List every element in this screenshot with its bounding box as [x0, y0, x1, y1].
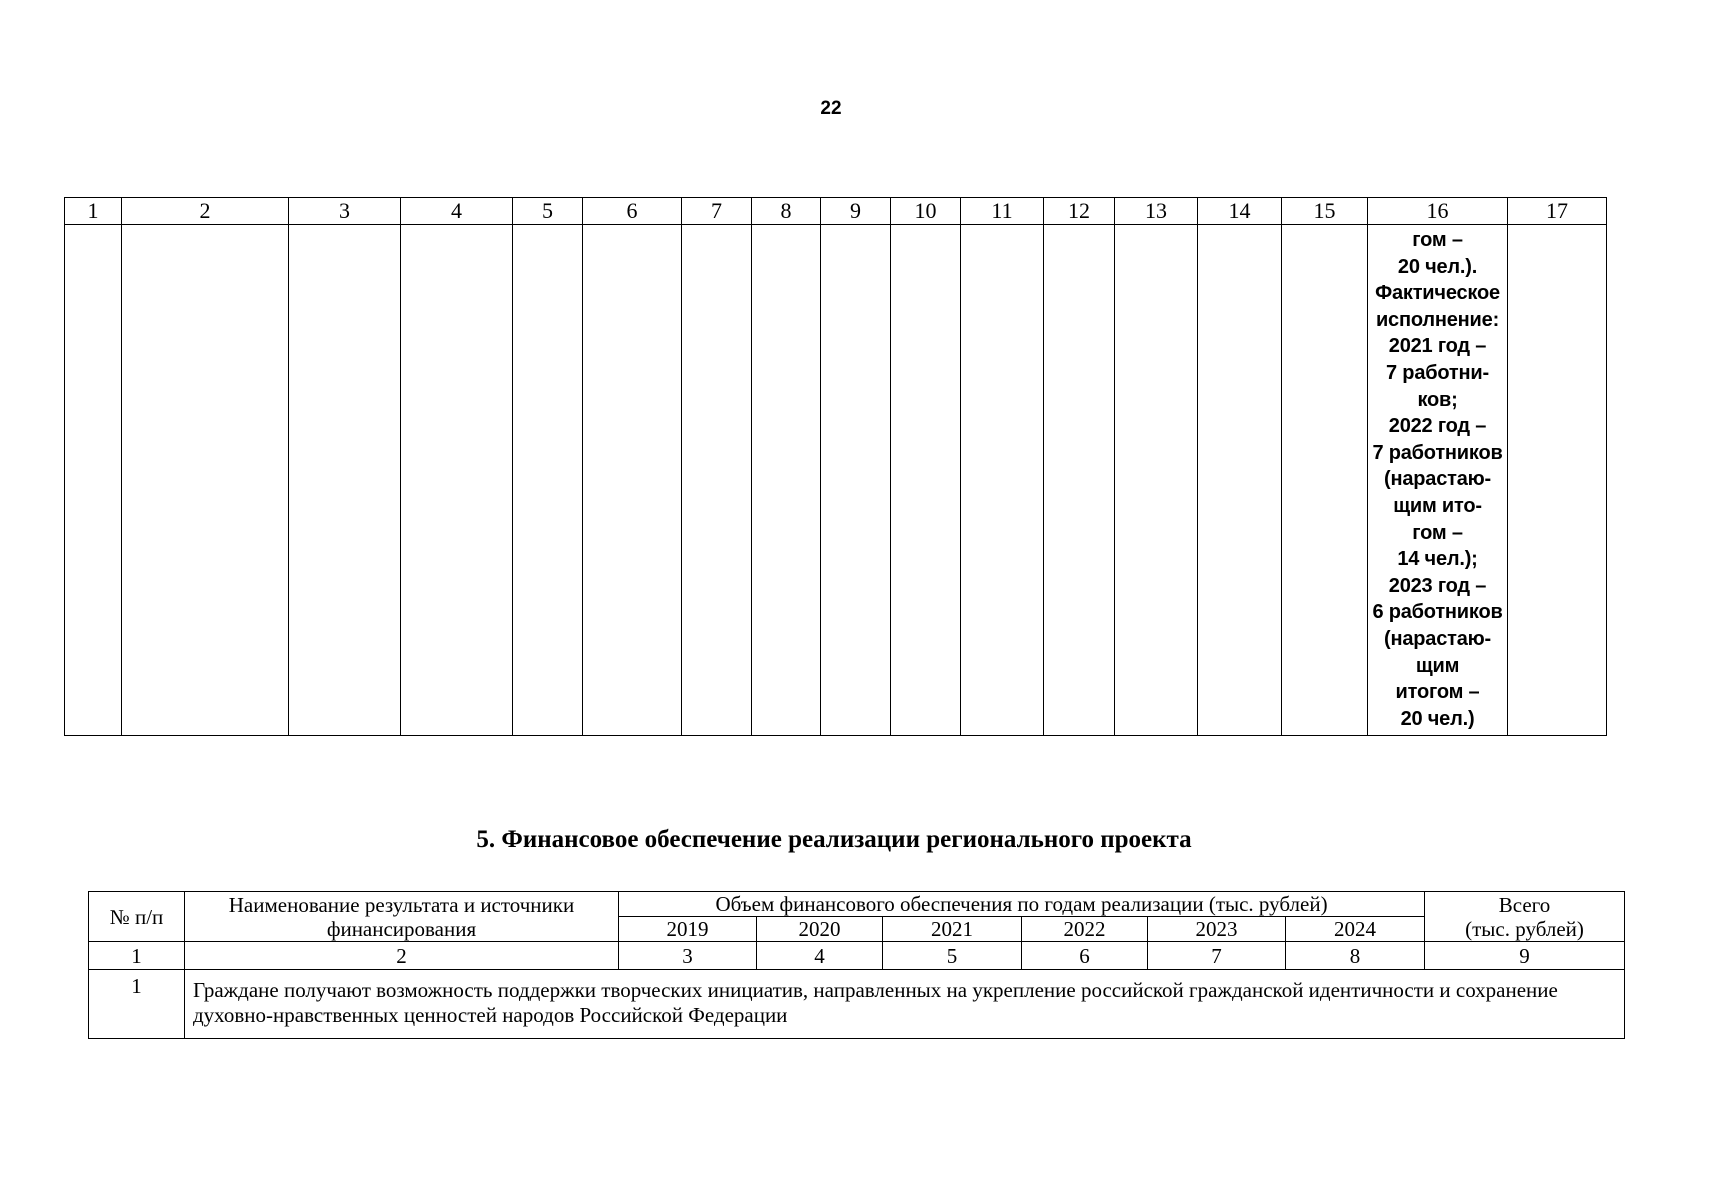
col-number-cell: 14	[1198, 198, 1282, 225]
note-line: исполнение:	[1375, 308, 1500, 331]
note-line: 2023 год –	[1388, 574, 1487, 597]
row-number-cell: 1	[89, 970, 185, 1039]
note-line: 6 работников	[1372, 601, 1503, 624]
table-row	[65, 225, 1607, 736]
col-number-cell: 4	[757, 942, 883, 970]
col-number-cell: 9	[821, 198, 891, 225]
col-number-cell: 6	[583, 198, 682, 225]
year-cell: 2020	[757, 917, 883, 942]
page-number: 22	[820, 98, 842, 119]
note-line: 7 работни-	[1386, 361, 1489, 384]
table-cell	[65, 225, 122, 736]
col-number-cell: 3	[619, 942, 757, 970]
table-row	[89, 970, 1625, 1039]
col-number-cell: 15	[1282, 198, 1368, 225]
header-number: № п/п	[89, 892, 185, 942]
section-title: 5. Финансовое обеспечение реализации регионального проекта	[476, 826, 1192, 853]
result-name-cell: Граждане получают возможность поддержки творческих инициатив, направленных на укрепление российской гражданской идентичности и сохранение духовно-нравственных ценностей народов Российской Федерации	[185, 970, 1625, 1039]
results-table-continuation	[64, 197, 1607, 736]
year-cell: 2019	[619, 917, 757, 942]
year-cell: 2022	[1022, 917, 1148, 942]
col-number-cell: 1	[65, 198, 122, 225]
col-number-cell: 10	[891, 198, 961, 225]
note-line: 14 чел.);	[1397, 548, 1478, 571]
col-number-cell: 9	[1425, 942, 1625, 970]
note-line: итогом –	[1395, 681, 1480, 704]
col-number-cell: 3	[289, 198, 401, 225]
year-cell: 2024	[1286, 917, 1425, 942]
note-line: 20 чел.).	[1397, 255, 1478, 278]
table-cell	[1508, 225, 1607, 736]
header-row	[89, 892, 1625, 917]
col-number-cell: 2	[122, 198, 289, 225]
note-line: 2021 год –	[1388, 335, 1487, 358]
col-number-cell: 5	[883, 942, 1022, 970]
col-number-cell: 6	[1022, 942, 1148, 970]
table-cell	[891, 225, 961, 736]
col-number-cell: 17	[1508, 198, 1607, 225]
note-line: 2022 год –	[1388, 415, 1487, 438]
col-number-cell: 2	[185, 942, 619, 970]
col-number-cell: 13	[1115, 198, 1198, 225]
table-cell	[752, 225, 821, 736]
year-cell: 2023	[1148, 917, 1286, 942]
table-cell	[401, 225, 513, 736]
header-name-line: Наименование результата и источники	[228, 892, 575, 917]
year-cell: 2021	[883, 917, 1022, 942]
table-cell	[821, 225, 891, 736]
header-volume: Объем финансового обеспечения по годам реализации (тыс. рублей)	[619, 892, 1425, 917]
column-numbers-row	[89, 942, 1625, 970]
table-cell	[122, 225, 289, 736]
table-cell	[1198, 225, 1282, 736]
col-number-cell: 4	[401, 198, 513, 225]
note-line: Фактическое	[1375, 282, 1500, 305]
note-line: гом –	[1412, 521, 1463, 544]
table-cell	[1115, 225, 1198, 736]
col-number-cell: 11	[961, 198, 1044, 225]
header-total	[1425, 892, 1625, 942]
header-name-line: финансирования	[326, 916, 477, 941]
header-name	[185, 892, 619, 942]
col-number-cell: 7	[1148, 942, 1286, 970]
note-line: (нарастаю-	[1384, 468, 1491, 491]
note-line: гом –	[1412, 229, 1463, 251]
col-number-cell: 8	[1286, 942, 1425, 970]
col-number-cell: 7	[682, 198, 752, 225]
table-cell	[513, 225, 583, 736]
table-cell	[961, 225, 1044, 736]
financing-table	[88, 891, 1625, 1039]
note-line: 7 работников	[1372, 441, 1503, 464]
column-numbers-row	[65, 198, 1607, 225]
table-cell	[1044, 225, 1115, 736]
note-line: (нарастаю-	[1384, 627, 1491, 650]
table-cell	[583, 225, 682, 736]
table-cell	[682, 225, 752, 736]
note-line: 20 чел.)	[1400, 707, 1475, 730]
note-line: щим ито-	[1393, 494, 1482, 517]
col-number-cell: 12	[1044, 198, 1115, 225]
header-total-line: (тыс. рублей)	[1465, 916, 1584, 941]
col-number-cell: 16	[1368, 198, 1508, 225]
col-number-cell: 8	[752, 198, 821, 225]
table-cell	[1282, 225, 1368, 736]
note-line: ков;	[1417, 388, 1458, 411]
col-number-cell: 5	[513, 198, 583, 225]
header-total-line: Всего	[1498, 892, 1551, 917]
col-number-cell: 1	[89, 942, 185, 970]
execution-note-cell	[1368, 225, 1508, 736]
note-line: щим	[1415, 654, 1460, 677]
table-cell	[289, 225, 401, 736]
